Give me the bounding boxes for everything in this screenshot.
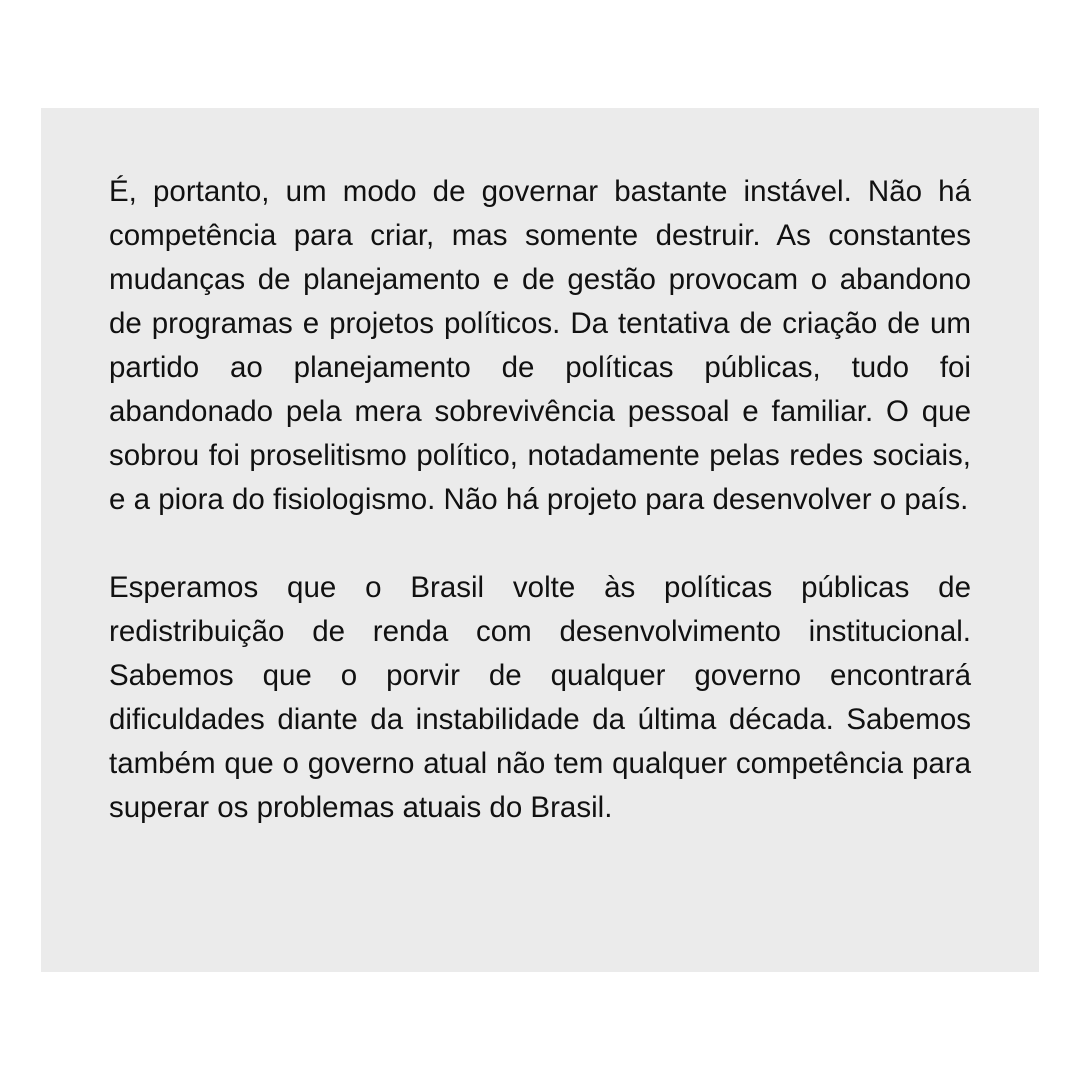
text-card	[41, 108, 1039, 972]
paragraph-1: É, portanto, um modo de governar bastante instável. Não há competência para criar, mas somente destruir. As constantes mudanças de planejamento e de gestão provocam o abandono de programas e projetos políticos. Da tentativa de criação de um partido ao planejamento de políticas públicas, tudo foi abandonado pela mera sobrevivência pessoal e familiar. O que sobrou foi proselitismo político, notadamente pelas redes sociais, e a piora do fisiologismo. Não há projeto para desenvolver o país.	[109, 175, 971, 516]
paragraph-2: Esperamos que o Brasil volte às políticas públicas de redistribuição de renda com desenvolvimento institucional. Sabemos que o porvir de qualquer governo encontrará dificuldades diante da instabilidade da última década. Sabemos também que o governo atual não tem qualquer competência para superar os problemas atuais do Brasil.	[109, 571, 971, 824]
